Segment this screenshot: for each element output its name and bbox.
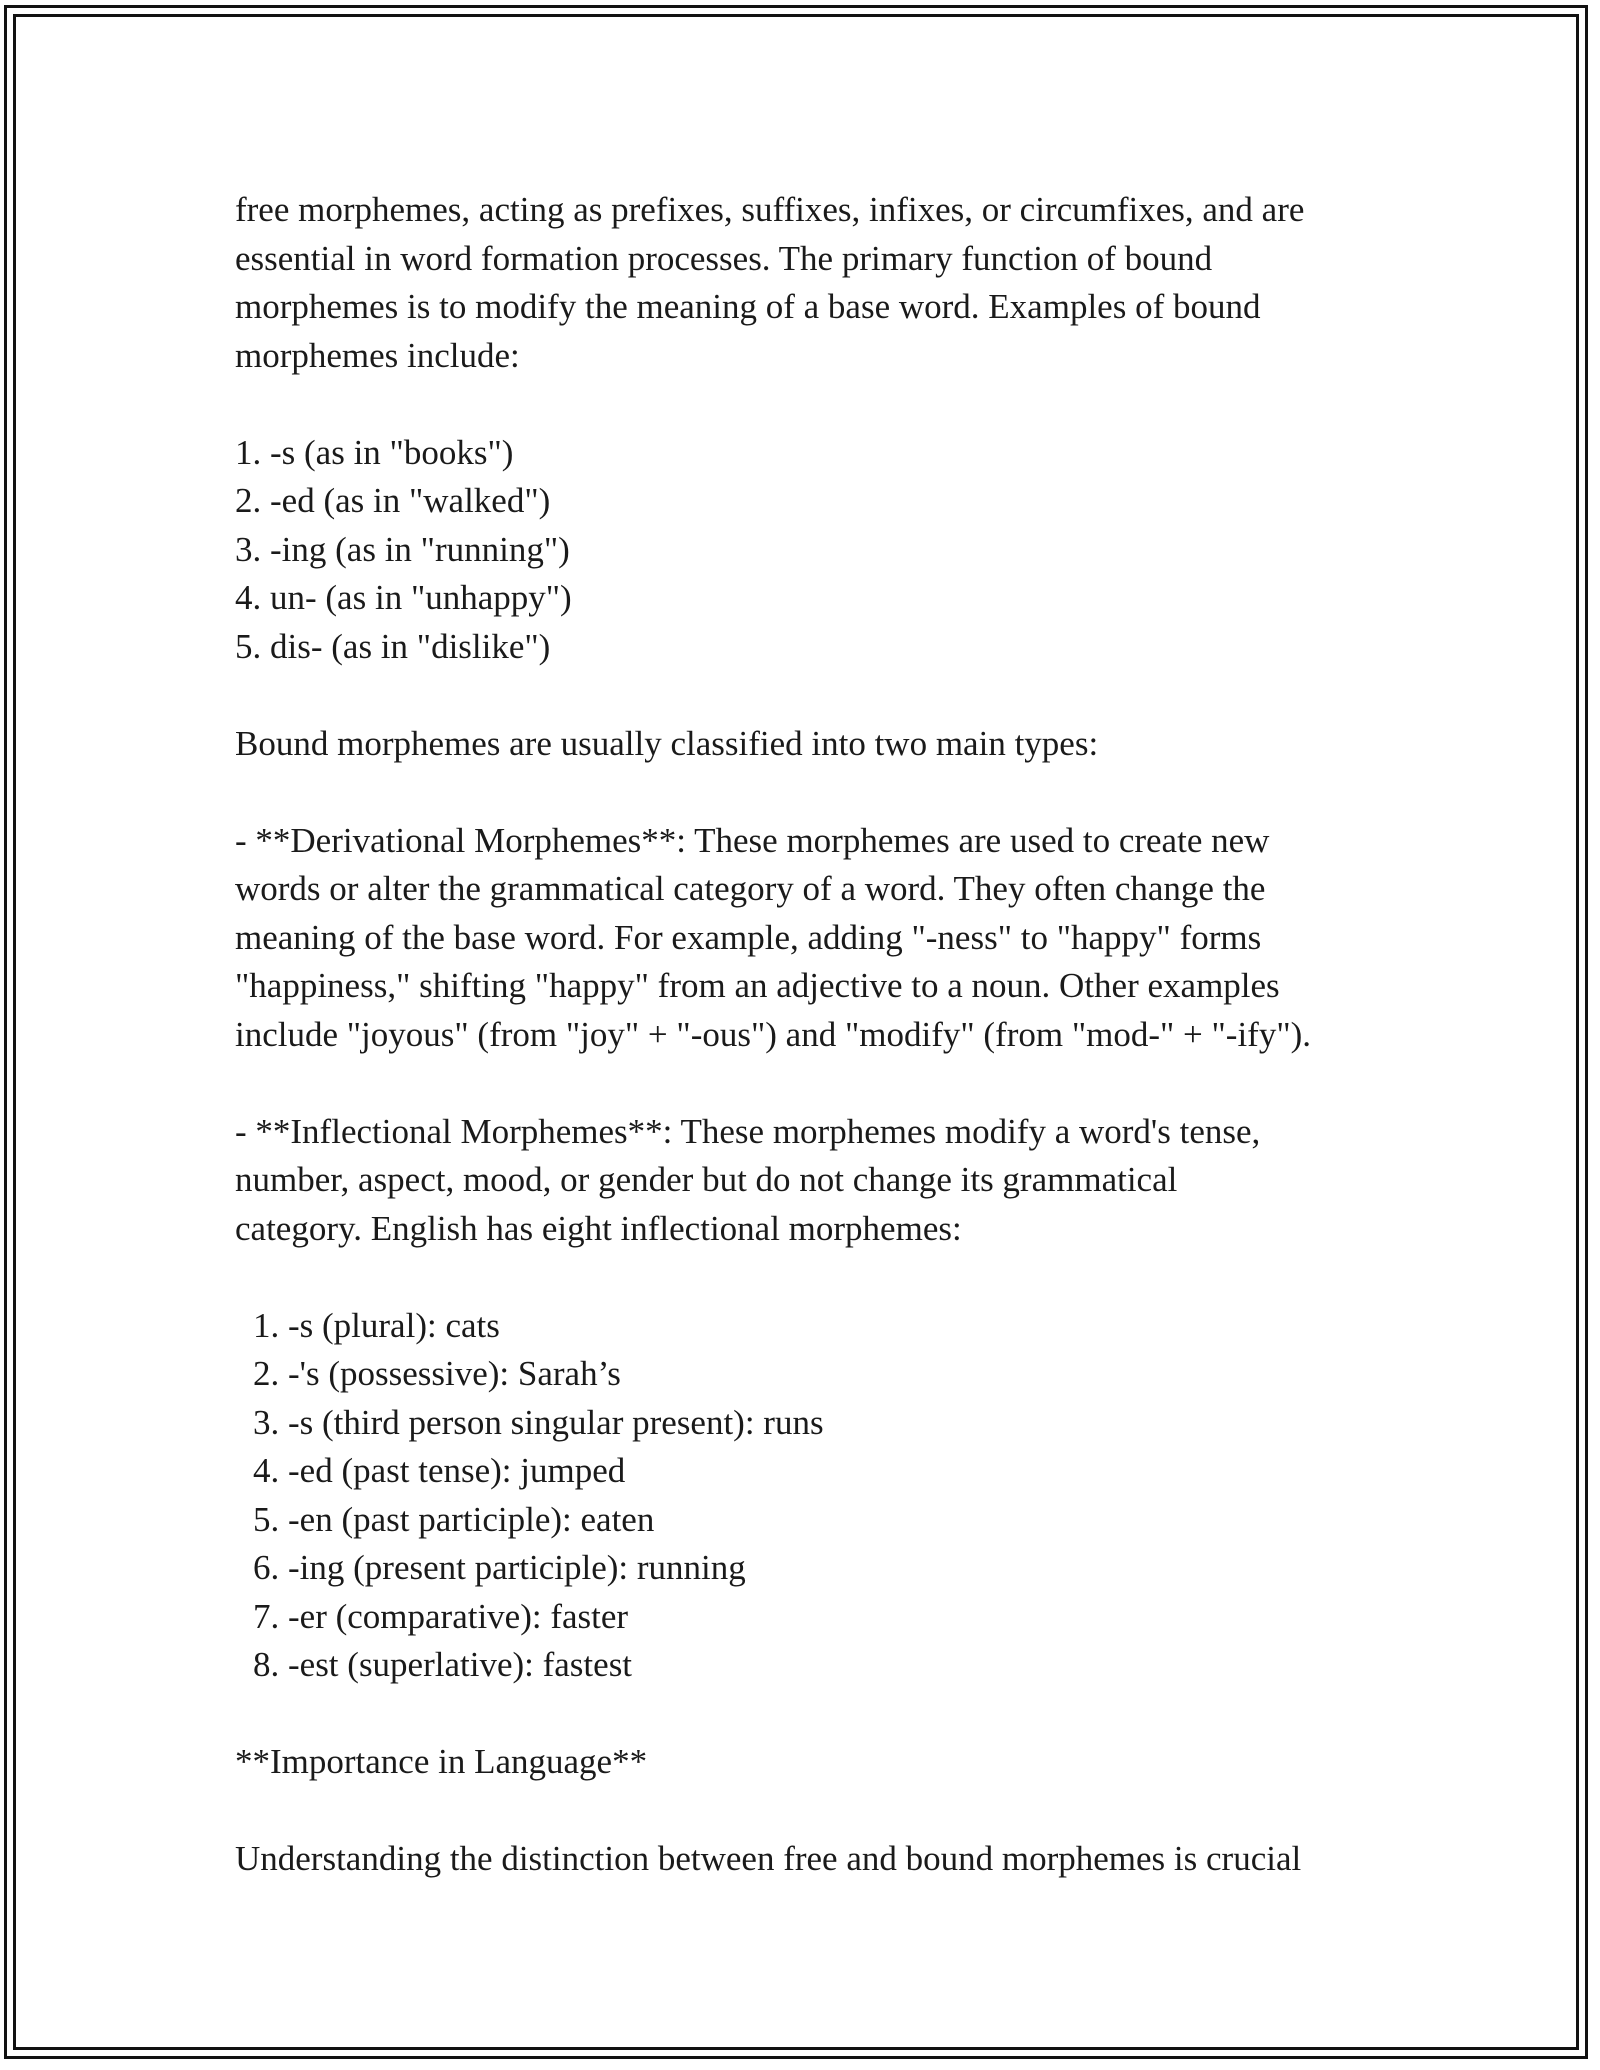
text-line: words or alter the grammatical category of a word. They often change the bbox=[235, 869, 1266, 908]
intro-paragraph bbox=[235, 186, 1395, 380]
text-line: morphemes include: bbox=[235, 335, 520, 375]
text-line: morphemes is to modify the meaning of a base word. Examples of bound bbox=[235, 287, 1261, 326]
closing-line: Understanding the distinction between free and bound morphemes is crucial bbox=[235, 1839, 1302, 1878]
text-line: meaning of the base word. For example, adding "-ness" to "happy" forms bbox=[235, 917, 1262, 957]
paragraph-spacer bbox=[235, 1059, 1395, 1108]
document-body bbox=[235, 186, 1395, 1884]
text-line: "happiness," shifting "happy" from an adjective to a noun. Other examples bbox=[235, 966, 1280, 1005]
derivational-paragraph bbox=[235, 817, 1395, 1060]
list-item: 1. -s (as in "books") bbox=[235, 432, 514, 472]
bound-examples-list bbox=[235, 429, 1395, 672]
types-intro: Bound morphemes are usually classified into two main types: bbox=[235, 723, 1099, 763]
paragraph-spacer bbox=[235, 1690, 1395, 1739]
list-item: 3. -s (third person singular present): runs bbox=[253, 1402, 824, 1442]
text-line: essential in word formation processes. The primary function of bound bbox=[235, 238, 1213, 278]
list-item: 6. -ing (present participle): running bbox=[253, 1548, 746, 1587]
paragraph-spacer bbox=[235, 1253, 1395, 1302]
inflectional-list bbox=[235, 1302, 1395, 1690]
inflectional-paragraph bbox=[235, 1108, 1395, 1254]
list-item: 8. -est (superlative): fastest bbox=[253, 1645, 633, 1684]
section-heading: **Importance in Language** bbox=[235, 1742, 648, 1781]
list-item: 5. dis- (as in "dislike") bbox=[235, 626, 551, 666]
list-item: 3. -ing (as in "running") bbox=[235, 529, 570, 569]
paragraph-spacer bbox=[235, 671, 1395, 720]
list-item: 7. -er (comparative): faster bbox=[253, 1596, 629, 1636]
text-line: - **Derivational Morphemes**: These morphemes are used to create new bbox=[235, 820, 1270, 860]
list-item: 4. -ed (past tense): jumped bbox=[253, 1451, 626, 1490]
paragraph-spacer bbox=[235, 768, 1395, 817]
text-line: free morphemes, acting as prefixes, suffixes, infixes, or circumfixes, and are bbox=[235, 190, 1305, 229]
list-item: 1. -s (plural): cats bbox=[253, 1305, 500, 1345]
list-item: 4. un- (as in "unhappy") bbox=[235, 578, 572, 617]
list-item: 5. -en (past participle): eaten bbox=[253, 1499, 655, 1539]
text-line: category. English has eight inflectional morphemes: bbox=[235, 1208, 962, 1248]
text-line: include "joyous" (from "joy" + "-ous") and "modify" (from "mod-" + "-ify"). bbox=[235, 1014, 1312, 1054]
text-line: number, aspect, mood, or gender but do not change its grammatical bbox=[235, 1160, 1178, 1199]
paragraph-spacer bbox=[235, 380, 1395, 429]
paragraph-spacer bbox=[235, 1787, 1395, 1836]
list-item: 2. -ed (as in "walked") bbox=[235, 481, 551, 520]
text-line: - **Inflectional Morphemes**: These morphemes modify a word's tense, bbox=[235, 1111, 1261, 1151]
list-item: 2. -'s (possessive): Sarah’s bbox=[253, 1354, 621, 1393]
